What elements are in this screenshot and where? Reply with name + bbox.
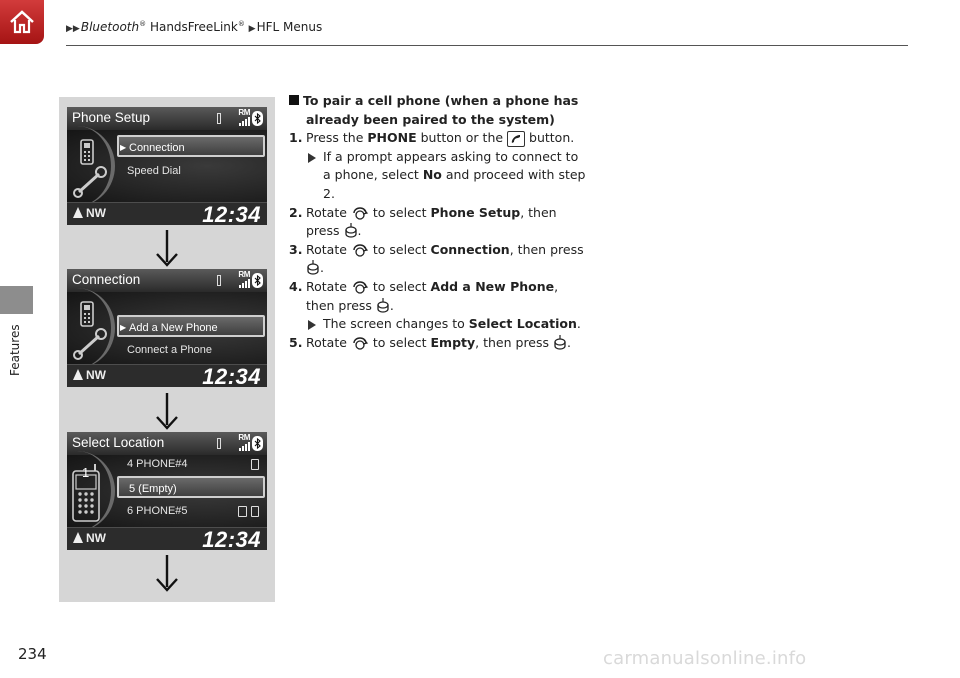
registered-mark-2: ® bbox=[237, 20, 245, 28]
phone-button-icon bbox=[507, 131, 525, 147]
screen-body bbox=[67, 455, 267, 527]
heading-square-icon bbox=[289, 95, 299, 105]
interface-dial-press-icon bbox=[344, 223, 358, 238]
bluetooth-icon bbox=[252, 111, 263, 126]
down-arrow-icon bbox=[152, 228, 182, 268]
side-tab-label[interactable]: Features bbox=[8, 324, 22, 376]
status-icons bbox=[217, 270, 263, 290]
pointer-icon: ▶ bbox=[120, 143, 127, 152]
breadcrumb-bluetooth[interactable]: Bluetooth bbox=[80, 20, 140, 34]
screen-phone-setup bbox=[67, 107, 267, 225]
screen-connection bbox=[67, 269, 267, 387]
instructions bbox=[289, 92, 589, 352]
signal-icon bbox=[226, 433, 250, 453]
screen-footer bbox=[67, 527, 267, 550]
location-slot-6[interactable]: 6 PHONE#5 bbox=[117, 501, 265, 521]
clock: 12:34 bbox=[202, 202, 261, 225]
step-4-note: The screen changes to Select Location. bbox=[289, 315, 589, 334]
interface-dial-rotate-icon bbox=[351, 278, 369, 294]
step-5: 5. Rotate to select Empty, then press . bbox=[289, 334, 571, 350]
screen-body bbox=[67, 130, 267, 202]
phone-battery-icon bbox=[217, 275, 221, 286]
screen-title-bar bbox=[67, 269, 267, 292]
connected-phone-icon bbox=[238, 506, 247, 517]
screen-title-bar bbox=[67, 432, 267, 455]
compass: NW bbox=[73, 531, 106, 545]
interface-dial-rotate-icon bbox=[351, 241, 369, 257]
breadcrumb-handsfreelink[interactable]: HandsFreeLink bbox=[149, 20, 238, 34]
status-icons bbox=[217, 108, 263, 128]
phone-wrench-icon bbox=[71, 138, 111, 200]
roaming-label: RM bbox=[238, 108, 250, 117]
roaming-label: RM bbox=[238, 433, 250, 442]
dial-number: 1 bbox=[82, 465, 90, 480]
screen-select-location bbox=[67, 432, 267, 550]
interface-dial-rotate-icon bbox=[351, 334, 369, 350]
breadcrumb-hfl-menus[interactable]: HFL Menus bbox=[256, 20, 323, 34]
menu-item-speed-dial[interactable]: Speed Dial bbox=[127, 165, 181, 177]
compass-arrow-icon bbox=[73, 532, 83, 543]
clock: 12:34 bbox=[202, 364, 261, 387]
step-1-note: If a prompt appears asking to connect to a phone, select No and proceed with step 2. bbox=[289, 148, 589, 204]
signal-icon bbox=[226, 108, 250, 128]
screen-title-bar bbox=[67, 107, 267, 130]
menu-item-add-a-new-phone[interactable]: ▶ Add a New Phone bbox=[117, 315, 265, 337]
phone-wrench-icon bbox=[71, 300, 111, 362]
compass-arrow-icon bbox=[73, 207, 83, 218]
step-1: 1. Press the PHONE button or the button. bbox=[289, 130, 575, 146]
page-number: 234 bbox=[18, 645, 47, 663]
step-4: 4. Rotate to select Add a New Phone, then press . bbox=[289, 278, 559, 313]
screen-body bbox=[67, 292, 267, 364]
interface-dial-press-icon bbox=[553, 335, 567, 350]
side-tab-marker[interactable] bbox=[0, 286, 33, 314]
breadcrumb-arrow-icon: ▶ bbox=[248, 24, 256, 34]
bluetooth-icon bbox=[252, 273, 263, 288]
header-rule bbox=[66, 45, 908, 46]
phone-battery-icon bbox=[217, 438, 221, 449]
compass: NW bbox=[73, 206, 106, 220]
screen-footer bbox=[67, 364, 267, 387]
interface-dial-rotate-icon bbox=[351, 204, 369, 220]
screen-footer bbox=[67, 202, 267, 225]
home-icon[interactable] bbox=[0, 0, 44, 44]
section-heading: To pair a cell phone (when a phone has already been paired to the system) bbox=[289, 92, 589, 129]
screen-title: Phone Setup bbox=[72, 110, 151, 125]
bluetooth-icon bbox=[252, 436, 263, 451]
breadcrumb-arrow-icon: ▶▶ bbox=[66, 24, 80, 34]
interface-dial-press-icon bbox=[376, 298, 390, 313]
phone-keypad-icon bbox=[71, 463, 111, 525]
status-icons bbox=[217, 433, 263, 453]
compass: NW bbox=[73, 368, 106, 382]
screen-title: Select Location bbox=[72, 435, 165, 450]
location-slot-4[interactable]: 4 PHONE#4 bbox=[117, 454, 265, 474]
menu-item-connect-a-phone[interactable]: Connect a Phone bbox=[127, 344, 213, 356]
signal-icon bbox=[226, 270, 250, 290]
pointer-icon: ▶ bbox=[120, 323, 127, 332]
menu-item-connection[interactable]: ▶ Connection bbox=[117, 135, 265, 157]
phone-battery-icon bbox=[217, 113, 221, 124]
phone-slot-icon bbox=[251, 506, 259, 517]
step-3: 3. Rotate to select Connection, then press . bbox=[289, 241, 584, 276]
interface-dial-press-icon bbox=[306, 260, 320, 275]
screen-title: Connection bbox=[72, 272, 141, 287]
note-arrow-icon bbox=[308, 153, 316, 163]
watermark: carmanualsonline.info bbox=[603, 648, 807, 669]
step-2: 2. Rotate to select Phone Setup, then press . bbox=[289, 204, 557, 239]
down-arrow-icon bbox=[152, 553, 182, 593]
roaming-label: RM bbox=[238, 270, 250, 279]
note-arrow-icon bbox=[308, 320, 316, 330]
phone-slot-icon bbox=[251, 459, 259, 470]
clock: 12:34 bbox=[202, 527, 261, 550]
down-arrow-icon bbox=[152, 391, 182, 431]
location-slot-5[interactable]: 5 (Empty) bbox=[117, 476, 265, 498]
breadcrumb bbox=[66, 20, 322, 34]
compass-arrow-icon bbox=[73, 369, 83, 380]
registered-mark: ® bbox=[139, 20, 147, 28]
